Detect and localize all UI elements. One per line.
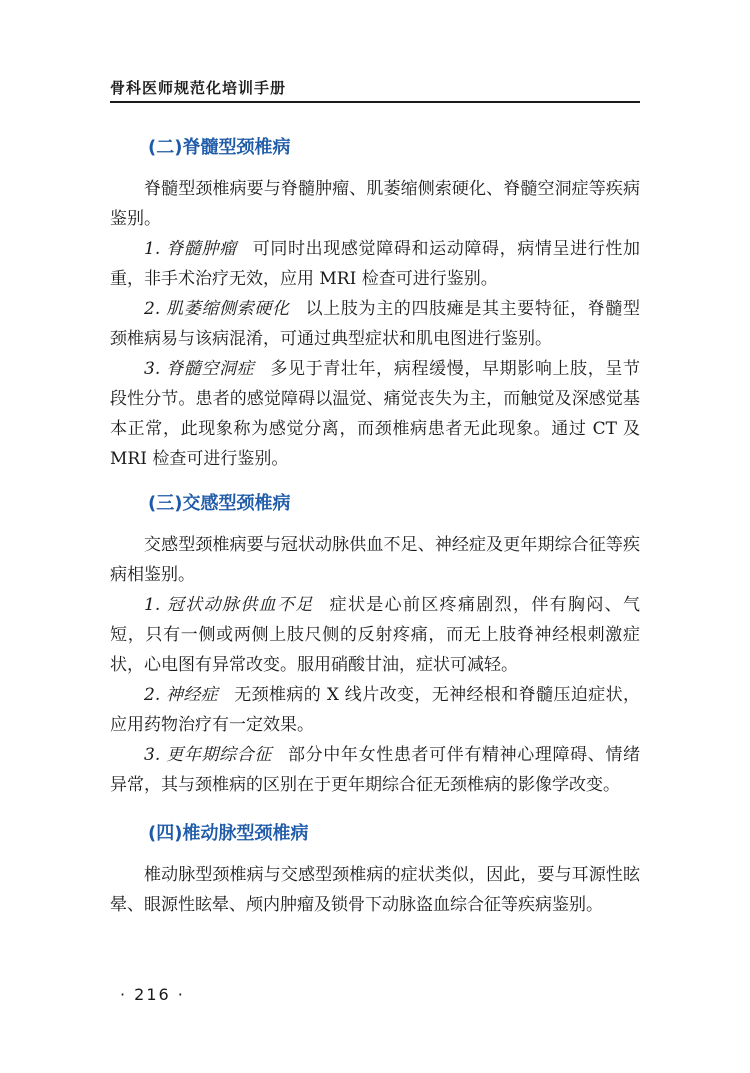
running-header: [110, 77, 640, 103]
list-item: [110, 590, 640, 680]
page-body: [110, 130, 640, 920]
list-item: [110, 294, 640, 354]
list-item: [110, 234, 640, 294]
section-sympathetic: [110, 486, 640, 800]
section-intro: 脊髓型颈椎病要与脊髓肿瘤、肌萎缩侧索硬化、脊髓空洞症等疾病鉴别。: [110, 179, 640, 229]
item-title: 3. 脊髓空洞症: [144, 359, 255, 379]
item-text: 症状是心前区疼痛剧烈，伴有胸闷、气短，只有一侧或两侧上肢尺侧的反射疼痛，而无上肢脊神经根刺激症状，心电图有异常改变。服用硝酸甘油，症状可减轻。: [110, 595, 640, 675]
item-title: 2. 神经症: [144, 685, 219, 705]
list-item: [110, 354, 640, 474]
section-intro: 椎动脉型颈椎病与交感型颈椎病的症状类似，因此，要与耳源性眩晕、眼源性眩晕、颅内肿瘤及锁骨下动脉盗血综合征等疾病鉴别。: [110, 865, 640, 915]
item-title: 2. 肌萎缩侧索硬化: [144, 299, 290, 319]
section-myelopathy: [110, 130, 640, 474]
list-item: [110, 680, 640, 740]
item-text: 无颈椎病的 X 线片改变，无神经根和脊髓压迫症状，应用药物治疗有一定效果。: [110, 685, 641, 735]
section-heading: (三)交感型颈椎病: [148, 493, 291, 514]
item-title: 3. 更年期综合征: [144, 745, 273, 765]
item-text: 可同时出现感觉障碍和运动障碍，病情呈进行性加重，非手术治疗无效，应用 MRI 检查可进行鉴别。: [110, 239, 641, 289]
section-intro: 交感型颈椎病要与冠状动脉供血不足、神经症及更年期综合征等疾病相鉴别。: [110, 535, 640, 585]
item-text: 部分中年女性患者可伴有精神心理障碍、情绪异常，其与颈椎病的区别在于更年期综合征无颈椎病的影像学改变。: [110, 745, 641, 795]
item-title: 1. 脊髓肿瘤: [144, 239, 237, 259]
section-heading: (二)脊髓型颈椎病: [148, 137, 291, 158]
item-title: 1. 冠状动脉供血不足: [144, 595, 314, 615]
item-text: 以上肢为主的四肢瘫是其主要特征，脊髓型颈椎病易与该病混淆，可通过典型症状和肌电图进行鉴别。: [110, 299, 641, 349]
item-text: 多见于青壮年，病程缓慢，早期影响上肢，呈节段性分节。患者的感觉障碍以温觉、痛觉丧失为主，而触觉及深感觉基本正常，此现象称为感觉分离，而颈椎病患者无此现象。通过 CT 及 MRI 检查可进行鉴别。: [110, 359, 641, 469]
list-item: [110, 740, 640, 800]
page-number: · 216 ·: [120, 985, 185, 1004]
section-vertebral-artery: [110, 816, 640, 920]
book-title: 骨科医师规范化培训手册: [110, 79, 287, 97]
section-heading: (四)椎动脉型颈椎病: [148, 823, 309, 844]
